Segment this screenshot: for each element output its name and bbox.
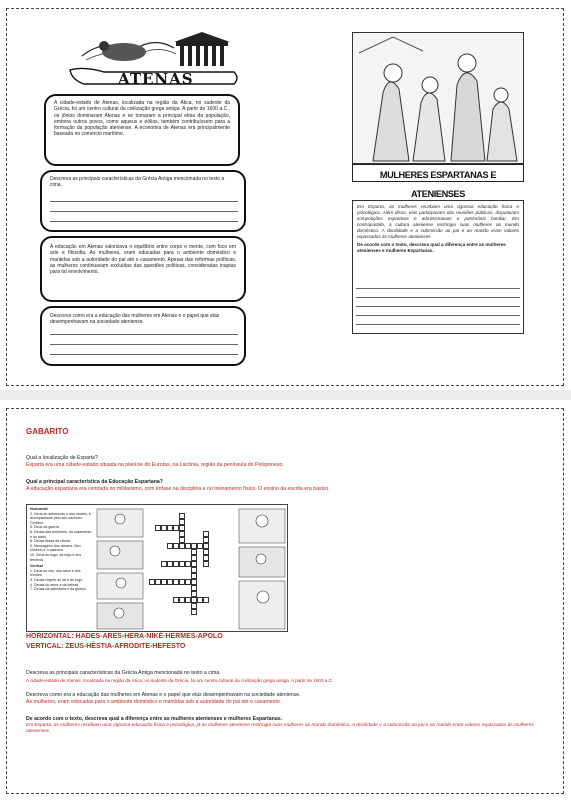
atenas-title: ATENAS xyxy=(118,70,194,88)
answer-greece: A cidade-estado de Atenas, localizada na região da Ática, no sudeste da Grécia, foi um centro cultural da civilização grega antiga. A partir de 1600 a.C. xyxy=(26,678,334,683)
women-question: De acordo com o texto, descreva qual a diferença entre as mulheres atenienses e mulheres Espartanas. xyxy=(357,242,506,253)
clue: 6. Deusa das mulheres, do casamento e do parto. xyxy=(30,529,92,539)
question-2-box xyxy=(40,306,246,366)
crossword-cell[interactable] xyxy=(191,609,197,615)
women-banner-title: MULHERES ESPARTANAS E ATENIENSES xyxy=(379,170,497,199)
answer-line[interactable] xyxy=(356,324,520,325)
answer-line[interactable] xyxy=(50,211,238,212)
education-box xyxy=(40,236,246,302)
crossword-panel xyxy=(26,504,288,632)
god-illustrations-right xyxy=(237,507,287,631)
crossword-cell[interactable] xyxy=(203,597,209,603)
crossword-horizontal-answers: HORIZONTAL: HADES-ARES-HERA-NIKÉ-HERMES-APOLO xyxy=(26,633,223,640)
question-location: Qual a localização de Esparta? xyxy=(26,455,98,461)
education-text: A educação em Atenas valorizava o equilíbrio entre corpo e mente, com foco em arte e filosofia. As mulheres, eram educadas para o ambiente doméstico e mantidas sob a autoridade do pai até o casamento. Apesar das reformas políticas, as mulheres continuavam excluídas das questões políticas, consideradas inaptas para tal envolvimento. xyxy=(50,244,236,276)
answer-line[interactable] xyxy=(50,344,238,345)
clue: 1. Deus do céu, dos raios e dos trovões. xyxy=(30,568,81,578)
crossword-cell[interactable] xyxy=(203,561,209,567)
greek-women-drawing xyxy=(353,33,524,164)
women-illustration xyxy=(352,32,524,164)
answer-line[interactable] xyxy=(50,354,238,355)
atenas-intro-text: A cidade-estado de Atenas, localizada na região da Ática, no sudeste da Grécia, foi um centro cultural da civilização grega antiga. A partir de 1600 a.C., os jônios dominaram Atenas e se tornaram a principal etnia da população, embora outros povos, como aqueus e eólios, também contribuíssem para a formação da população ateniense. A economia de Atenas era principalmente baseada no comércio marítimo. xyxy=(54,100,230,138)
answer-difference: Em Esparta, as mulheres recebiam uma rigorosa educação física e psicológica, já as mulheres ateniense restringia suas mulheres ao mundo doméstico. A docilidade e a submissão ao pai e ao marido eram valores repassados às mulheres atenienses. xyxy=(26,723,534,735)
women-text-box xyxy=(352,200,524,334)
clue: 3. Deusa virgem do lar e do fogo. xyxy=(30,577,84,582)
clue: 7. Deusa da sabedoria e da guerra. xyxy=(30,587,87,592)
god-illustrations-left xyxy=(95,507,145,631)
clue: 9. Mensageiro dos deuses. Seu símbolo é o caduceu. xyxy=(30,543,81,553)
question-greece: Descreva as principais características da Grécia Antiga mencionada no texto a cima. xyxy=(26,670,221,676)
answer-key-page xyxy=(0,400,571,800)
women-banner xyxy=(352,164,524,199)
clue: 8. Deusa alada da vitória. xyxy=(30,539,71,544)
answer-line[interactable] xyxy=(356,297,520,298)
answer-line[interactable] xyxy=(50,201,238,202)
answer-key-heading: GABARITO xyxy=(26,427,69,436)
clue: 2. Deus do submundo e dos mortos, é acompanhado pelo seu cachorro Cérbero. xyxy=(30,511,91,525)
clue: 10. Deus do fogo, da forja e dos ferreiros. xyxy=(30,552,82,562)
atenas-intro-box xyxy=(44,94,240,166)
answer-location: Esparta era uma cidade-estado situada na planície do Eurotas, na Lacônia, região da península do Peloponeso. xyxy=(26,462,284,468)
answer-line[interactable] xyxy=(356,306,520,307)
answer-line[interactable] xyxy=(50,334,238,335)
question-education: Qual a principal característica da Educação Espartana? xyxy=(26,479,163,485)
answer-line[interactable] xyxy=(356,288,520,289)
answer-line[interactable] xyxy=(356,315,520,316)
question-1-text: Descreva as principais características da Grécia Antiga mencionada no texto a cima. xyxy=(50,176,225,189)
answer-education: A educação espartana era centrada no militarismo, com ênfase na disciplina e no treinamento físico. O ensino da escrita era básico. xyxy=(26,486,330,492)
women-text: Em Esparta, as mulheres recebiam uma rigorosa educação física e psicológica. Além disso, elas participavam das reuniões públicas, disputavam competições esportivas e administravam o patrimônio familiar. Em contrapartida, a cultura ateniense restringia suas mulheres ao mundo doméstico. A docilidade e a submissão ao pai e ao marido eram valores repassados às mulheres atenienses. xyxy=(357,204,519,239)
vertical-title: Vertical xyxy=(30,564,43,569)
question-2-text: Descreva como era a educação das mulheres em Atenas e o papel que elas desempenhavam na sociedade ateniense. xyxy=(50,313,220,326)
clue: 5. Deus da guerra. xyxy=(30,525,60,530)
crossword-vertical-answers: VERTICAL: ZEUS-HÉSTIA-AFRODITE-HEFESTO xyxy=(26,643,186,650)
answer-women-athens: As mulheres, eram educadas para o ambiente doméstico e mantidas sob a autoridade do pai até o casamento. xyxy=(26,699,282,705)
horizontal-title: Horizontal xyxy=(30,507,48,511)
question-women-athens: Descreva como era a educação das mulheres em Atenas e o papel que elas desempenhavam na sociedade ateniense. xyxy=(26,692,301,698)
worksheet-page-1 xyxy=(0,0,571,390)
question-difference: De acordo com o texto, descreva qual a diferença entre as mulheres atenienses e mulheres Espartanas. xyxy=(26,716,283,722)
crossword-clues xyxy=(30,507,94,592)
answer-line[interactable] xyxy=(50,221,238,222)
crossword-grid[interactable] xyxy=(149,513,235,629)
clue: 4. Deusa do amor e da beleza. xyxy=(30,582,80,587)
